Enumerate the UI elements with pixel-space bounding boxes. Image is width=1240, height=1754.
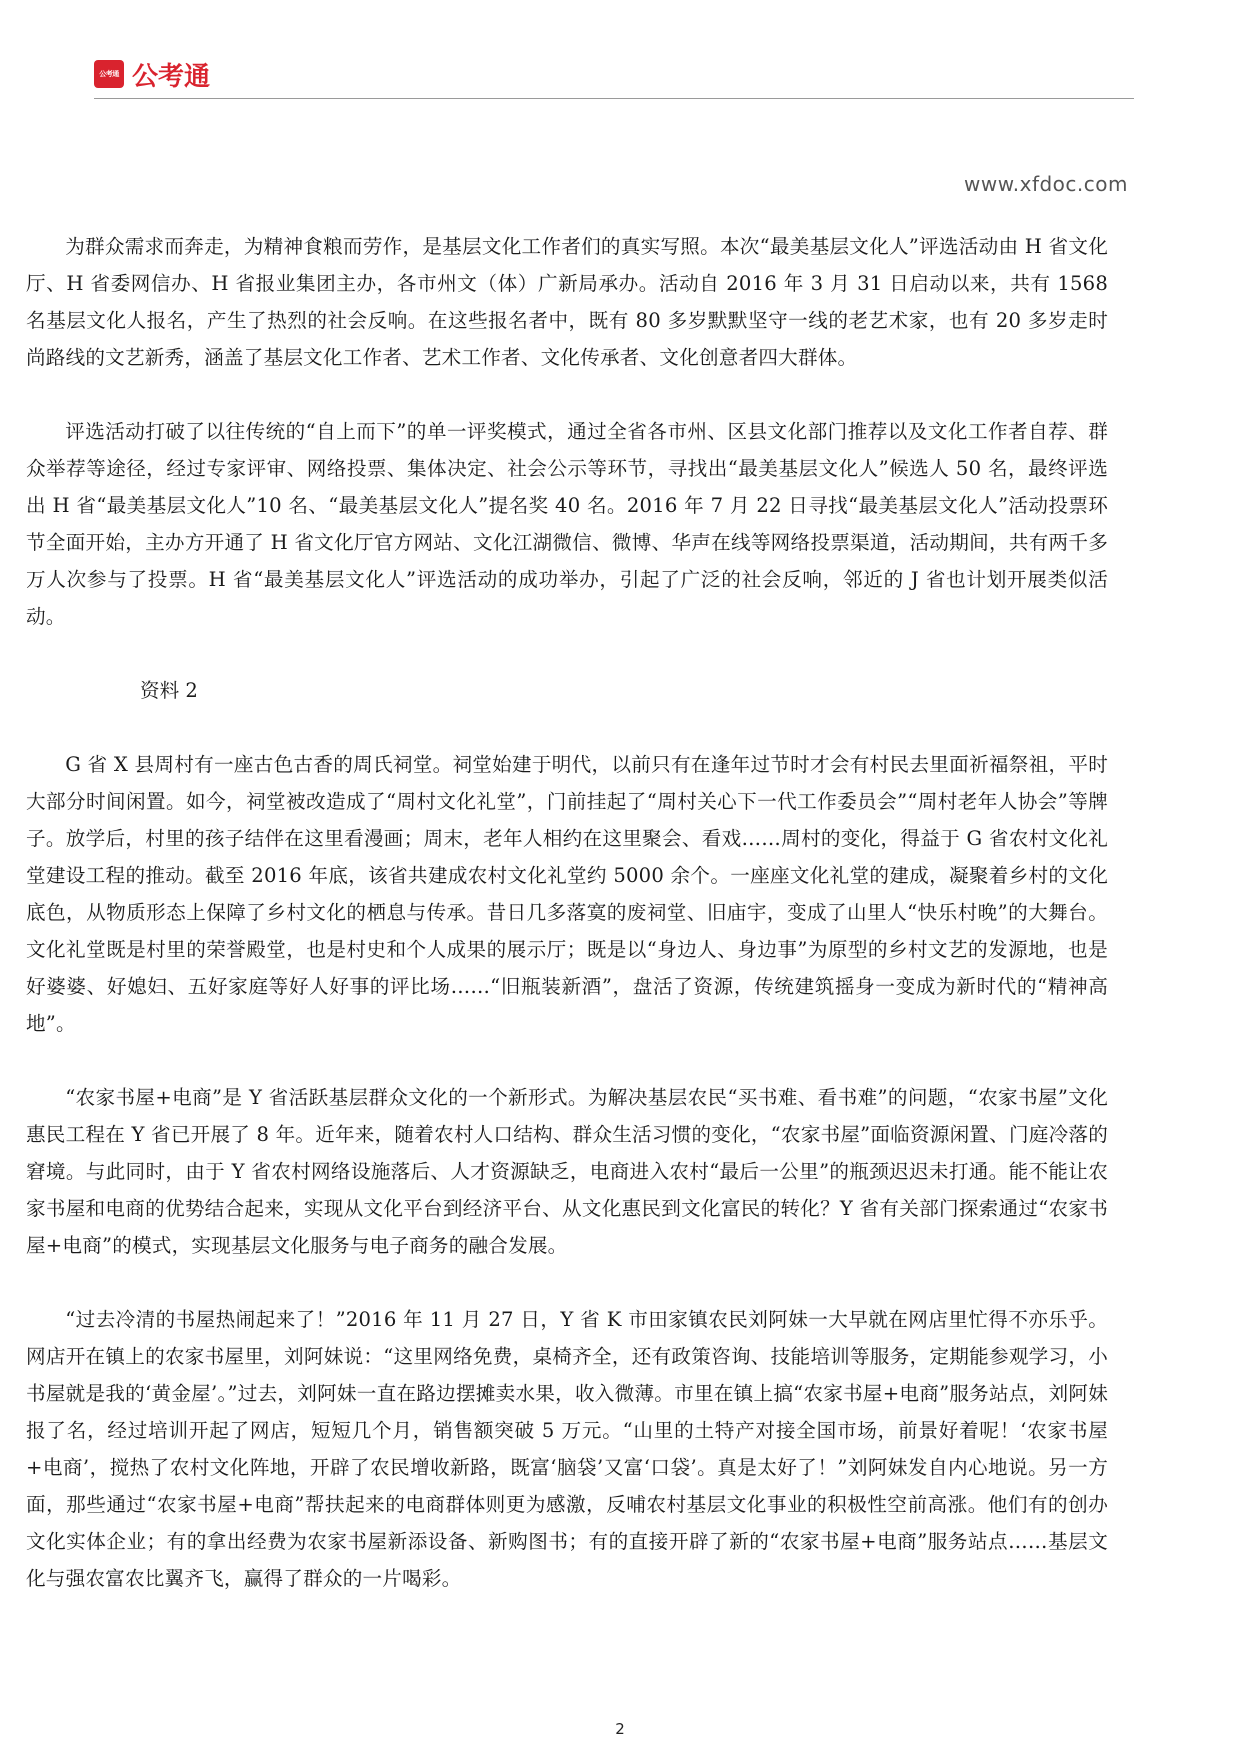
paragraph-5: “过去冷清的书屋热闹起来了！”2016 年 11 月 27 日，Y 省 K 市田家镇农民刘阿妹一大早就在网店里忙得不亦乐乎。网店开在镇上的农家书屋里，刘阿妹说：“这里网络免费，桌椅齐全，还有政策咨询、技能培训等服务，定期能参观学习，小书屋就是我的‘黄金屋’。”过去，刘阿妹一直在路边摆摊卖水果，收入微薄。市里在镇上搞“农家书屋+电商”服务站点，刘阿妹报了名，经过培训开起了网店，短短几个月，销售额突破 5 万元。“山里的土特产对接全国市场，前景好着呢！‘农家书屋+电商’，搅热了农村文化阵地，开辟了农民增收新路，既富‘脑袋’又富‘口袋’。真是太好了！”刘阿妹发自内心地说。另一方面，那些通过“农家书屋+电商”帮扶起来的电商群体则更为感激，反哺农村基层文化事业的积极性空前高涨。他们有的创办文化实体企业；有的拿出经费为农家书屋新添设备、新购图书；有的直接开辟了新的“农家书屋+电商”服务站点……基层文化与强农富农比翼齐飞，赢得了群众的一片喝彩。 — [26, 1308, 1108, 1590]
paragraph-2: 评选活动打破了以往传统的“自上而下”的单一评奖模式，通过全省各市州、区县文化部门推荐以及文化工作者自荐、群众举荐等途径，经过专家评审、网络投票、集体决定、社会公示等环节，寻找出“最美基层文化人”候选人 50 名，最终评选出 H 省“最美基层文化人”10 名、“最美基层文化人”提名奖 40 名。2016 年 7 月 22 日寻找“最美基层文化人”活动投票环节全面开始，主办方开通了 H 省文化厅官方网站、文化江湖微信、微博、华声在线等网络投票渠道，活动期间，共有两千多万人次参与了投票。H 省“最美基层文化人”评选活动的成功举办，引起了广泛的社会反响，邻近的 J 省也计划开展类似活动。 — [26, 420, 1108, 628]
logo-text: 公考通 — [132, 62, 211, 92]
page-number: 2 — [615, 1720, 625, 1738]
section-heading: 资料 2 — [140, 679, 198, 702]
paragraph-4: “农家书屋+电商”是 Y 省活跃基层群众文化的一个新形式。为解决基层农民“买书难、看书难”的问题，“农家书屋”文化惠民工程在 Y 省已开展了 8 年。近年来，随着农村人口结构、群众生活习惯的变化，“农家书屋”面临资源闲置、门庭冷落的窘境。与此同时，由于 Y 省农村网络设施落后、人才资源缺乏，电商进入农村“最后一公里”的瓶颈迟迟未打通。能不能让农家书屋和电商的优势结合起来，实现从文化平台到经济平台、从文化惠民到文化富民的转化？Y 省有关部门探索通过“农家书屋+电商”的模式，实现基层文化服务与电子商务的融合发展。 — [26, 1086, 1108, 1257]
site-url: www.xfdoc.com — [964, 172, 1128, 196]
paragraph-1: 为群众需求而奔走，为精神食粮而劳作，是基层文化工作者们的真实写照。本次“最美基层文化人”评选活动由 H 省文化厅、H 省委网信办、H 省报业集团主办，各市州文（体）广新局承办。活动自 2016 年 3 月 31 日启动以来，共有 1568 名基层文化人报名，产生了热烈的社会反响。在这些报名者中，既有 80 多岁默默坚守一线的老艺术家，也有 20 多岁走时尚路线的文艺新秀，涵盖了基层文化工作者、艺术工作者、文化传承者、文化创意者四大群体。 — [26, 235, 1108, 369]
document-body — [22, 228, 1112, 1597]
page-header — [94, 58, 1134, 99]
paragraph-3: G 省 X 县周村有一座古色古香的周氏祠堂。祠堂始建于明代，以前只有在逢年过节时才会有村民去里面祈福祭祖，平时大部分时间闲置。如今，祠堂被改造成了“周村文化礼堂”，门前挂起了“周村关心下一代工作委员会”“周村老年人协会”等牌子。放学后，村里的孩子结伴在这里看漫画；周末，老年人相约在这里聚会、看戏……周村的变化，得益于 G 省农村文化礼堂建设工程的推动。截至 2016 年底，该省共建成农村文化礼堂约 5000 余个。一座座文化礼堂的建成，凝聚着乡村的文化底色，从物质形态上保障了乡村文化的栖息与传承。昔日几多落寞的废祠堂、旧庙宇，变成了山里人“快乐村晚”的大舞台。文化礼堂既是村里的荣誉殿堂，也是村史和个人成果的展示厅；既是以“身边人、身边事”为原型的乡村文艺的发源地，也是好婆婆、好媳妇、五好家庭等好人好事的评比场……“旧瓶装新酒”，盘活了资源，传统建筑摇身一变成为新时代的“精神高地”。 — [26, 753, 1108, 1035]
logo-badge-icon: 公考通 — [94, 60, 124, 88]
